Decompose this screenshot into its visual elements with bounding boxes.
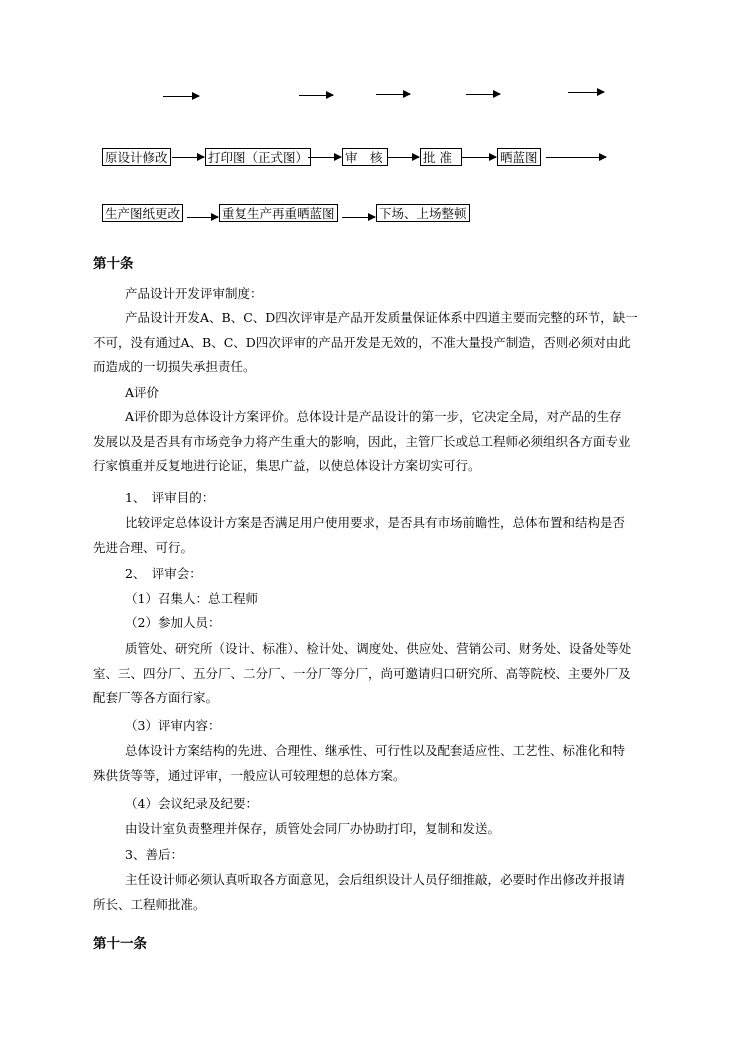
text-line: 而造成的一切损失承担责任。 xyxy=(93,359,256,374)
text-line: 比较评定总体设计方案是否满足用户使用要求，是否具有市场前瞻性，总体布置和结构是否 xyxy=(125,515,626,530)
arrow-right-icon xyxy=(376,94,410,95)
arrow-right-icon xyxy=(342,217,375,218)
arrow-right-icon xyxy=(299,95,333,96)
sub-1-convener: （1）召集人：总工程师 xyxy=(125,591,258,606)
text-line: 主任设计师必须认真听取各方面意见，会后组织设计人员仔细推敲，必要时作出修改并报请 xyxy=(125,872,626,887)
flow-box-reprint-blueprint: 重复生产再重晒蓝图 xyxy=(219,204,338,222)
intro-text: 产品设计开发评审制度： xyxy=(125,286,263,301)
item-2-title: 2、 评审会： xyxy=(125,566,202,581)
article-11-heading: 第十一条 xyxy=(93,936,147,952)
arrow-right-icon xyxy=(163,96,199,97)
text-line: 产品设计开发A、B、C、D四次评审是产品开发质量保证体系中四道主要而完整的环节，缺一 xyxy=(125,310,638,325)
paragraph-item-1 xyxy=(93,511,658,560)
flow-box-approve: 批 准 xyxy=(420,148,462,166)
text-line: 发展以及是否具有市场竞争力将产生重大的影响，因此，主管厂长或总工程师必须组织各方面专业 xyxy=(93,433,631,449)
flow-box-production-drawing-change: 生产图纸更改 xyxy=(102,204,183,222)
text-line: 总体设计方案结构的先进、合理性、继承性、可行性以及配套适应性、工艺性、标准化和特 xyxy=(125,743,626,758)
paragraph-a-evaluation xyxy=(93,405,658,479)
arrow-right-icon xyxy=(187,217,218,218)
text-line: 行家慎重并反复地进行论证，集思广益，以使总体设计方案切实可行。 xyxy=(93,458,481,473)
arrow-right-icon xyxy=(388,157,419,158)
text-line: 室、三、四分厂、五分厂、二分厂、一分厂等分厂，尚可邀请归口研究所、高等院校、主要外厂及 xyxy=(93,665,631,681)
text-line: 不可，没有通过A、B、C、D四次评审的产品开发是无效的，不准大量投产制造，否则必须对由此 xyxy=(93,334,631,350)
arrow-right-icon xyxy=(466,94,500,95)
text-line: 配套厂等各方面行家。 xyxy=(93,690,219,705)
text-line: 质管处、研究所（设计、标准）、检计处、调度处、供应处、营销公司、财务处、设备处等处 xyxy=(125,641,632,656)
paragraph-participants xyxy=(93,637,658,711)
text-line: 殊供货等等，通过评审，一般应认可较理想的总体方案。 xyxy=(93,767,406,783)
flow-box-blueprint: 晒蓝图 xyxy=(497,148,541,166)
flow-box-print-drawing: 打印图（正式图） xyxy=(205,148,311,166)
paragraph-review-content xyxy=(93,739,658,788)
arrow-right-icon xyxy=(546,157,606,158)
section-a-title: A评价 xyxy=(125,385,160,400)
flow-box-review: 审 核 xyxy=(342,148,388,166)
process-flowchart xyxy=(0,0,744,240)
sub-4-minutes: （4）会议纪录及纪要： xyxy=(125,796,258,811)
item-3-title: 3、善后： xyxy=(125,847,183,862)
arrow-right-icon xyxy=(308,157,341,158)
arrow-right-icon xyxy=(172,157,204,158)
paragraph-review-stages xyxy=(93,306,658,380)
article-10-heading: 第十条 xyxy=(93,256,134,272)
flow-box-site-rectification: 下场、上场整顿 xyxy=(376,204,470,222)
text-line: 先进合理、可行。 xyxy=(93,539,194,555)
item-1-title: 1、 评审目的： xyxy=(125,490,215,505)
sub-2-participants: （2）参加人员： xyxy=(125,615,221,630)
arrow-right-icon xyxy=(462,157,496,158)
arrow-right-icon xyxy=(568,92,604,93)
paragraph-minutes: 由设计室负责整理并保存，质管处会同厂办协助打印，复制和发送。 xyxy=(125,821,501,836)
sub-3-review-content: （3）评审内容： xyxy=(125,718,221,733)
flow-box-original-design-change: 原设计修改 xyxy=(102,148,171,166)
paragraph-item-3 xyxy=(93,868,658,917)
text-line: 所长、工程师批准。 xyxy=(93,896,206,912)
text-line: A评价即为总体设计方案评价。总体设计是产品设计的第一步，它决定全局，对产品的生存 xyxy=(125,409,622,424)
